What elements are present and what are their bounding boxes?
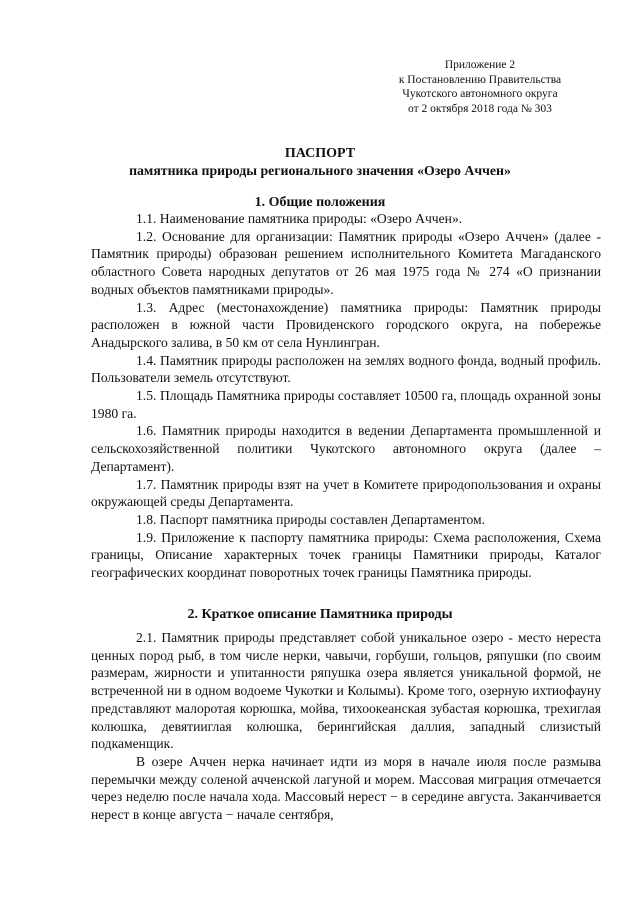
paragraph-1-3: 1.3. Адрес (местонахождение) памятника природы: Памятник природы расположен в южной части Провиденского городского округа, на побережье Анадырского залива, в 50 км от села Нунлингран. bbox=[91, 299, 601, 350]
appendix-line: от 2 октября 2018 года № 303 bbox=[408, 102, 552, 115]
paragraph-2-2: В озере Аччен нерка начинает идти из моря в начале июля после размыва перемычки между соленой ачченской лагуной и морем. Массовая миграция отмечается через неделю после начала хода. Массовый нерест − в середине августа. Заканчивается нерест в конце августа − начале сентября, bbox=[91, 753, 601, 823]
paragraph-1-1: 1.1. Наименование памятника природы: «Озеро Аччен». bbox=[136, 211, 463, 226]
paragraph-1-9: 1.9. Приложение к паспорту памятника природы: Схема расположения, Схема границы, Описание характерных точек границы Памятники природы, Каталог географических координат поворотных точек границы Памятника природы. bbox=[91, 529, 601, 581]
paragraph-2-1: 2.1. Памятник природы представляет собой уникальное озеро - место нереста ценных пород рыб, в том числе нерки, чавычи, горбуши, гольцов, ряпушки (по своим размерам, жирности и упитанности ряпушка озера является уникальной формой, не встреченной ни в одном водоеме Чукотки и Колымы). Кроме того, озерную ихтиофауну представляют малоротая корюшка, мойва, тихоокеанская зубастая корюшка, трехиглая колюшка, девятииглая колюшка, берингийская даллия, западный слизистый подкаменщик. bbox=[91, 630, 601, 752]
appendix-block bbox=[380, 58, 580, 116]
document-subtitle: памятника природы регионального значения «Озеро Аччен» bbox=[129, 163, 511, 178]
document-title: ПАСПОРТ bbox=[284, 146, 356, 161]
section-heading-1: 1. Общие положения bbox=[254, 195, 386, 210]
paragraph-1-8: 1.8. Паспорт памятника природы составлен Департаментом. bbox=[136, 511, 486, 527]
appendix-line: Чукотского автономного округа bbox=[402, 88, 558, 100]
appendix-line: Приложение 2 bbox=[444, 59, 516, 71]
section-heading-2: 2. Краткое описание Памятника природы bbox=[187, 607, 453, 622]
section-1-body bbox=[91, 210, 601, 582]
paragraph-1-2: 1.2. Основание для организации: Памятник природы «Озеро Аччен» (далее - Памятник природы) образован решением исполнительного Комитета Магаданского областного Совета народных депутатов от 26 мая 1975 года № 274 «О признании водных объектов памятниками природы». bbox=[91, 228, 601, 297]
paragraph-1-6: 1.6. Памятник природы находится в ведении Департамента промышленной и сельскохозяйственной политики Чукотского автономного округа (далее – Департамент). bbox=[91, 423, 601, 474]
appendix-line: к Постановлению Правительства bbox=[398, 73, 562, 86]
paragraph-1-7: 1.7. Памятник природы взят на учет в Комитете природопользования и охраны окружающей среды Департамента. bbox=[91, 476, 601, 510]
paragraph-1-4: 1.4. Памятник природы расположен на землях водного фонда, водный профиль. Пользователи земель отсутствуют. bbox=[91, 352, 601, 386]
paragraph-1-5: 1.5. Площадь Памятника природы составляет 10500 га, площадь охранной зоны 1980 га. bbox=[91, 388, 601, 421]
section-2-body bbox=[91, 629, 601, 824]
